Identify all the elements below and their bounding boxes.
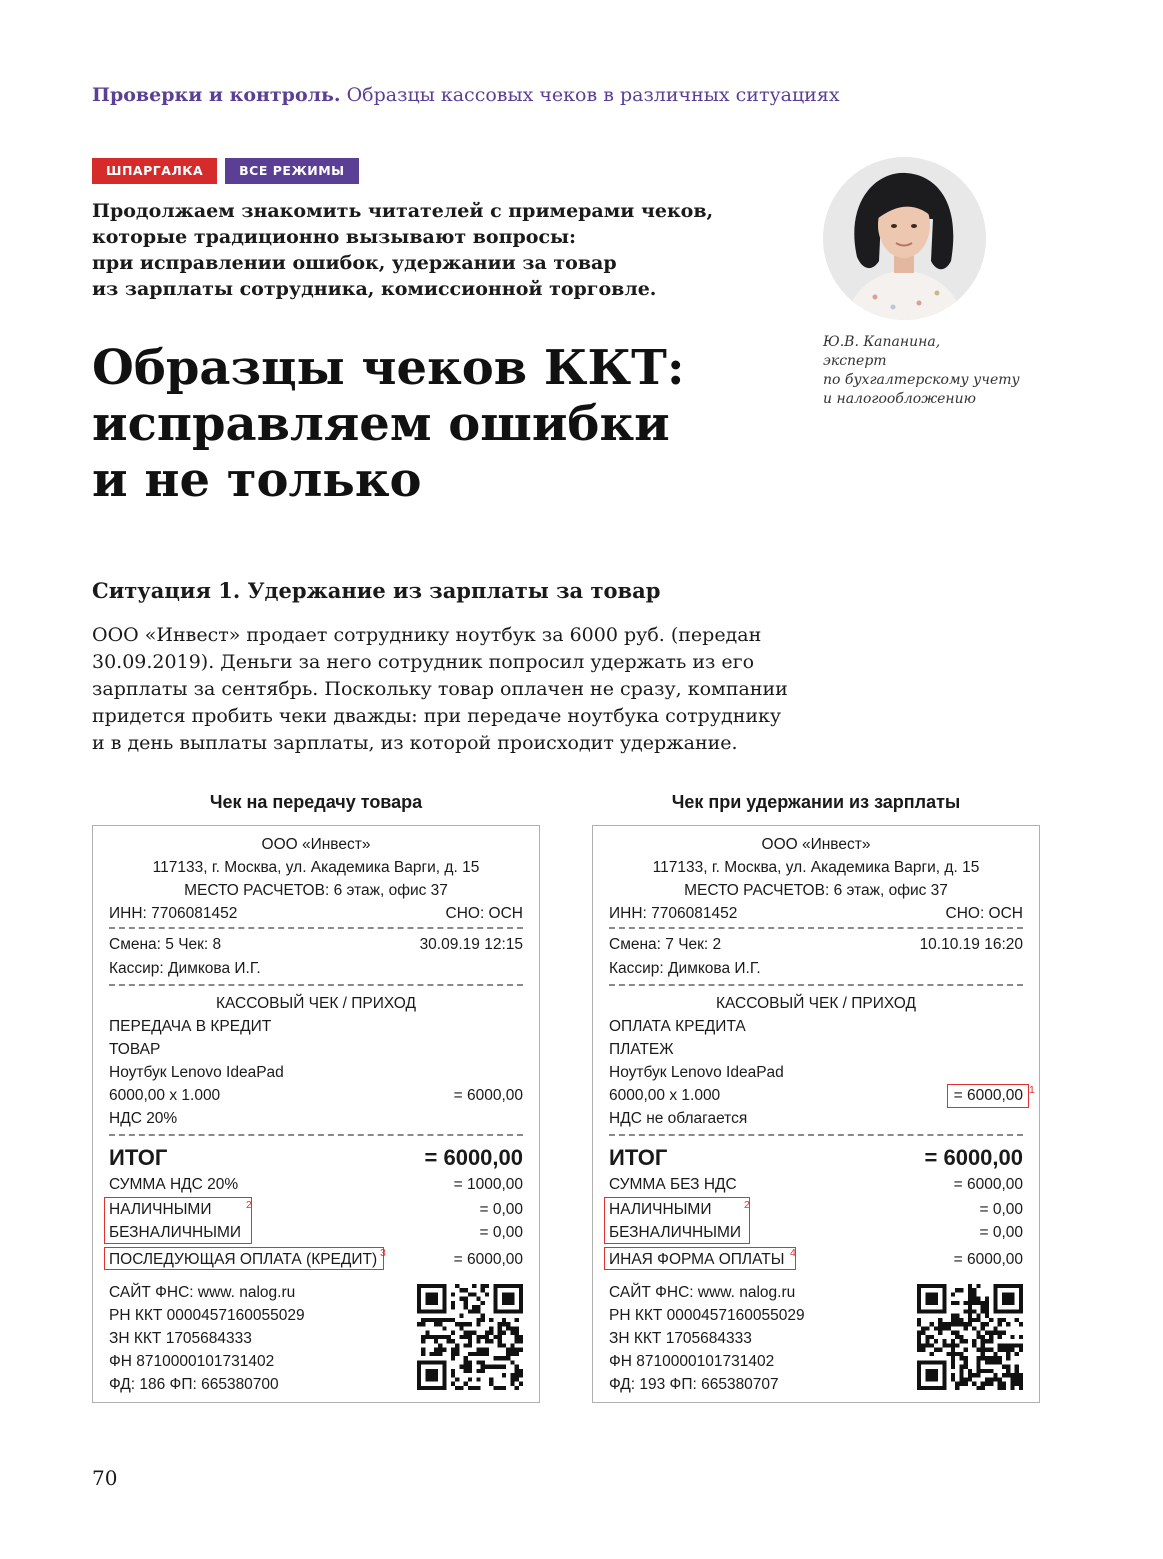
lead-line: Продолжаем знакомить читателей с примерами чеков, — [92, 200, 714, 222]
receipt-inn-row — [609, 903, 1023, 925]
receipt-1-caption: Чек на передачу товара — [209, 792, 423, 812]
receipt-total: = 6000,00 — [924, 1145, 1023, 1170]
receipt-fd: ФД: 186 ФП: 665380700 — [109, 1376, 279, 1393]
receipt-place: МЕСТО РАСЧЕТОВ: 6 этаж, офис 37 — [684, 882, 948, 899]
lead-line: которые традиционно вызывают вопросы: — [92, 226, 577, 248]
receipt-inn: ИНН: 7706081452 — [609, 905, 738, 922]
body-line: зарплаты за сентябрь. Поскольку товар оплачен не сразу, компании — [92, 678, 788, 700]
author-line: эксперт — [823, 353, 887, 369]
section-heading: Ситуация 1. Удержание из зарплаты за товар — [92, 578, 661, 603]
body-line: ООО «Инвест» продает сотруднику ноутбук за 6000 руб. (передан — [92, 624, 762, 646]
note-number: 1 — [1029, 1084, 1035, 1096]
receipt-divider — [609, 1134, 1023, 1136]
receipt-subject: ПЛАТЕЖ — [609, 1041, 674, 1058]
receipt-card: = 0,00 — [979, 1224, 1023, 1241]
receipt-fd: ФД: 193 ФП: 665380707 — [609, 1376, 779, 1393]
receipt-vat-sum-label: СУММА НДС 20% — [109, 1176, 239, 1193]
receipt-address: 117133, г. Москва, ул. Академика Варги, д. 15 — [152, 859, 480, 876]
lead-line: из зарплаты сотрудника, комиссионной торговле. — [92, 278, 657, 300]
article-title — [92, 340, 685, 508]
running-head-section: Проверки и контроль. — [92, 84, 341, 106]
receipt-qty-row — [609, 1085, 1023, 1107]
receipt-cash-row — [609, 1199, 1023, 1221]
receipt-calc-method: ПЕРЕДАЧА В КРЕДИТ — [109, 1018, 272, 1035]
receipt-fn: ФН 8710000101731402 — [609, 1353, 775, 1370]
receipt-card-row — [609, 1222, 1023, 1244]
receipt-place: МЕСТО РАСЧЕТОВ: 6 этаж, офис 37 — [184, 882, 448, 899]
receipt-total-row — [109, 1144, 523, 1172]
receipt-total: = 6000,00 — [424, 1145, 523, 1170]
lead-line: при исправлении ошибок, удержании за товар — [92, 252, 617, 274]
body-line: и в день выплаты зарплаты, из которой происходит удержание. — [92, 732, 738, 754]
receipt-line-total: = 6000,00 — [953, 1087, 1023, 1104]
title-line: Образцы чеков ККТ: — [92, 340, 685, 396]
receipt-inn: ИНН: 7706081452 — [109, 905, 238, 922]
receipt-vat: НДС не облагается — [609, 1110, 748, 1127]
receipt-sno: СНО: ОСН — [445, 905, 523, 922]
receipt-doc-type: КАССОВЫЙ ЧЕК / ПРИХОД — [716, 995, 916, 1012]
receipt-divider — [109, 1134, 523, 1136]
note-number: 2 — [744, 1199, 750, 1211]
receipt-shift-row — [609, 934, 1023, 956]
note-number: 2 — [246, 1199, 252, 1211]
portrait-illustration — [823, 157, 986, 320]
receipt-shift: Смена: 7 Чек: 2 — [609, 936, 722, 953]
author-portrait — [823, 157, 986, 320]
receipt-vat-sum: = 1000,00 — [453, 1176, 523, 1193]
receipt-deduction — [592, 825, 1040, 1403]
receipt-other: = 6000,00 — [453, 1251, 523, 1268]
receipt-total-label: ИТОГ — [609, 1145, 668, 1170]
receipt-other-row — [609, 1249, 1023, 1271]
receipt-other-row — [109, 1249, 523, 1271]
receipt-rn: РН ККТ 0000457160055029 — [109, 1307, 305, 1324]
receipt-cash-label: НАЛИЧНЫМИ — [109, 1201, 212, 1218]
body-paragraph — [92, 622, 792, 757]
receipt-calc-method: ОПЛАТА КРЕДИТА — [609, 1018, 746, 1035]
receipt-datetime: 10.10.19 16:20 — [919, 936, 1023, 953]
receipt-org: ООО «Инвест» — [761, 836, 871, 853]
qr-code-icon — [417, 1284, 523, 1390]
receipt-vat-sum-label: СУММА БЕЗ НДС — [609, 1176, 737, 1193]
receipt-transfer — [92, 825, 540, 1403]
tag-cheatsheet: ШПАРГАЛКА — [92, 158, 217, 184]
receipt-card-label: БЕЗНАЛИЧНЫМИ — [609, 1224, 742, 1241]
receipt-divider — [609, 927, 1023, 929]
receipt-item: Ноутбук Lenovo IdeaPad — [609, 1064, 784, 1081]
running-head — [92, 84, 840, 106]
receipt-rn: РН ККТ 0000457160055029 — [609, 1307, 805, 1324]
receipt-cash: = 0,00 — [979, 1201, 1023, 1218]
note-number: 4 — [790, 1247, 796, 1259]
receipt-shift: Смена: 5 Чек: 8 — [109, 936, 222, 953]
receipt-cashier: Кассир: Димкова И.Г. — [109, 960, 261, 977]
receipt-divider — [609, 984, 1023, 986]
rubric-tags — [92, 158, 359, 184]
receipt-cash: = 0,00 — [479, 1201, 523, 1218]
receipt-fn: ФН 8710000101731402 — [109, 1353, 275, 1370]
note-number: 3 — [380, 1247, 386, 1259]
receipt-qty-row — [109, 1085, 523, 1107]
receipt-card-label: БЕЗНАЛИЧНЫМИ — [109, 1224, 242, 1241]
receipt-address: 117133, г. Москва, ул. Академика Варги, д. 15 — [652, 859, 980, 876]
receipt-zn: ЗН ККТ 1705684333 — [609, 1330, 752, 1347]
receipt-vat-sum: = 6000,00 — [953, 1176, 1023, 1193]
receipt-sno: СНО: ОСН — [945, 905, 1023, 922]
receipt-qty: 6000,00 х 1.000 — [109, 1087, 221, 1104]
body-line: 30.09.2019). Деньги за него сотрудник попросил удержать из его — [92, 651, 755, 673]
receipt-other-label: ПОСЛЕДУЮЩАЯ ОПЛАТА (КРЕДИТ) — [109, 1251, 378, 1268]
receipt-item: Ноутбук Lenovo IdeaPad — [109, 1064, 284, 1081]
receipt-other: = 6000,00 — [953, 1251, 1023, 1268]
tag-all-regimes: ВСЕ РЕЖИМЫ — [225, 158, 358, 184]
receipt-zn: ЗН ККТ 1705684333 — [109, 1330, 252, 1347]
receipt-card-row — [109, 1222, 523, 1244]
receipt-vat: НДС 20% — [109, 1110, 178, 1127]
receipt-qty: 6000,00 х 1.000 — [609, 1087, 721, 1104]
page-number: 70 — [92, 1466, 118, 1490]
receipt-other-label: ИНАЯ ФОРМА ОПЛАТЫ — [609, 1251, 785, 1268]
receipt-subject: ТОВАР — [109, 1041, 161, 1058]
author-line: и налогообложению — [823, 391, 976, 407]
author-caption — [823, 333, 1020, 409]
receipt-org: ООО «Инвест» — [261, 836, 371, 853]
title-line: и не только — [92, 452, 422, 508]
author-line: по бухгалтерскому учету — [823, 372, 1020, 388]
receipt-card: = 0,00 — [479, 1224, 523, 1241]
receipt-inn-row — [109, 903, 523, 925]
running-head-subtitle: Образцы кассовых чеков в различных ситуациях — [346, 84, 840, 106]
receipt-line-total: = 6000,00 — [453, 1087, 523, 1104]
receipt-vat-sum-row — [109, 1174, 523, 1196]
receipt-divider — [109, 984, 523, 986]
receipt-site: САЙТ ФНС: www. nalog.ru — [109, 1284, 296, 1301]
receipt-total-label: ИТОГ — [109, 1145, 168, 1170]
receipt-total-row — [609, 1144, 1023, 1172]
receipt-doc-type: КАССОВЫЙ ЧЕК / ПРИХОД — [216, 995, 416, 1012]
receipt-datetime: 30.09.19 12:15 — [419, 936, 523, 953]
receipt-shift-row — [109, 934, 523, 956]
receipt-site: САЙТ ФНС: www. nalog.ru — [609, 1284, 796, 1301]
receipt-cash-row — [109, 1199, 523, 1221]
body-line: придется пробить чеки дважды: при передаче ноутбука сотруднику — [92, 705, 782, 727]
title-line: исправляем ошибки — [92, 396, 670, 452]
author-name: Ю.В. Капанина, — [823, 334, 941, 350]
lead-paragraph — [92, 198, 792, 302]
receipt-2-caption: Чек при удержании из зарплаты — [671, 792, 961, 812]
receipt-divider — [109, 927, 523, 929]
receipt-cash-label: НАЛИЧНЫМИ — [609, 1201, 712, 1218]
qr-code-icon — [917, 1284, 1023, 1390]
receipt-cashier: Кассир: Димкова И.Г. — [609, 960, 761, 977]
receipt-vat-sum-row — [609, 1174, 1023, 1196]
